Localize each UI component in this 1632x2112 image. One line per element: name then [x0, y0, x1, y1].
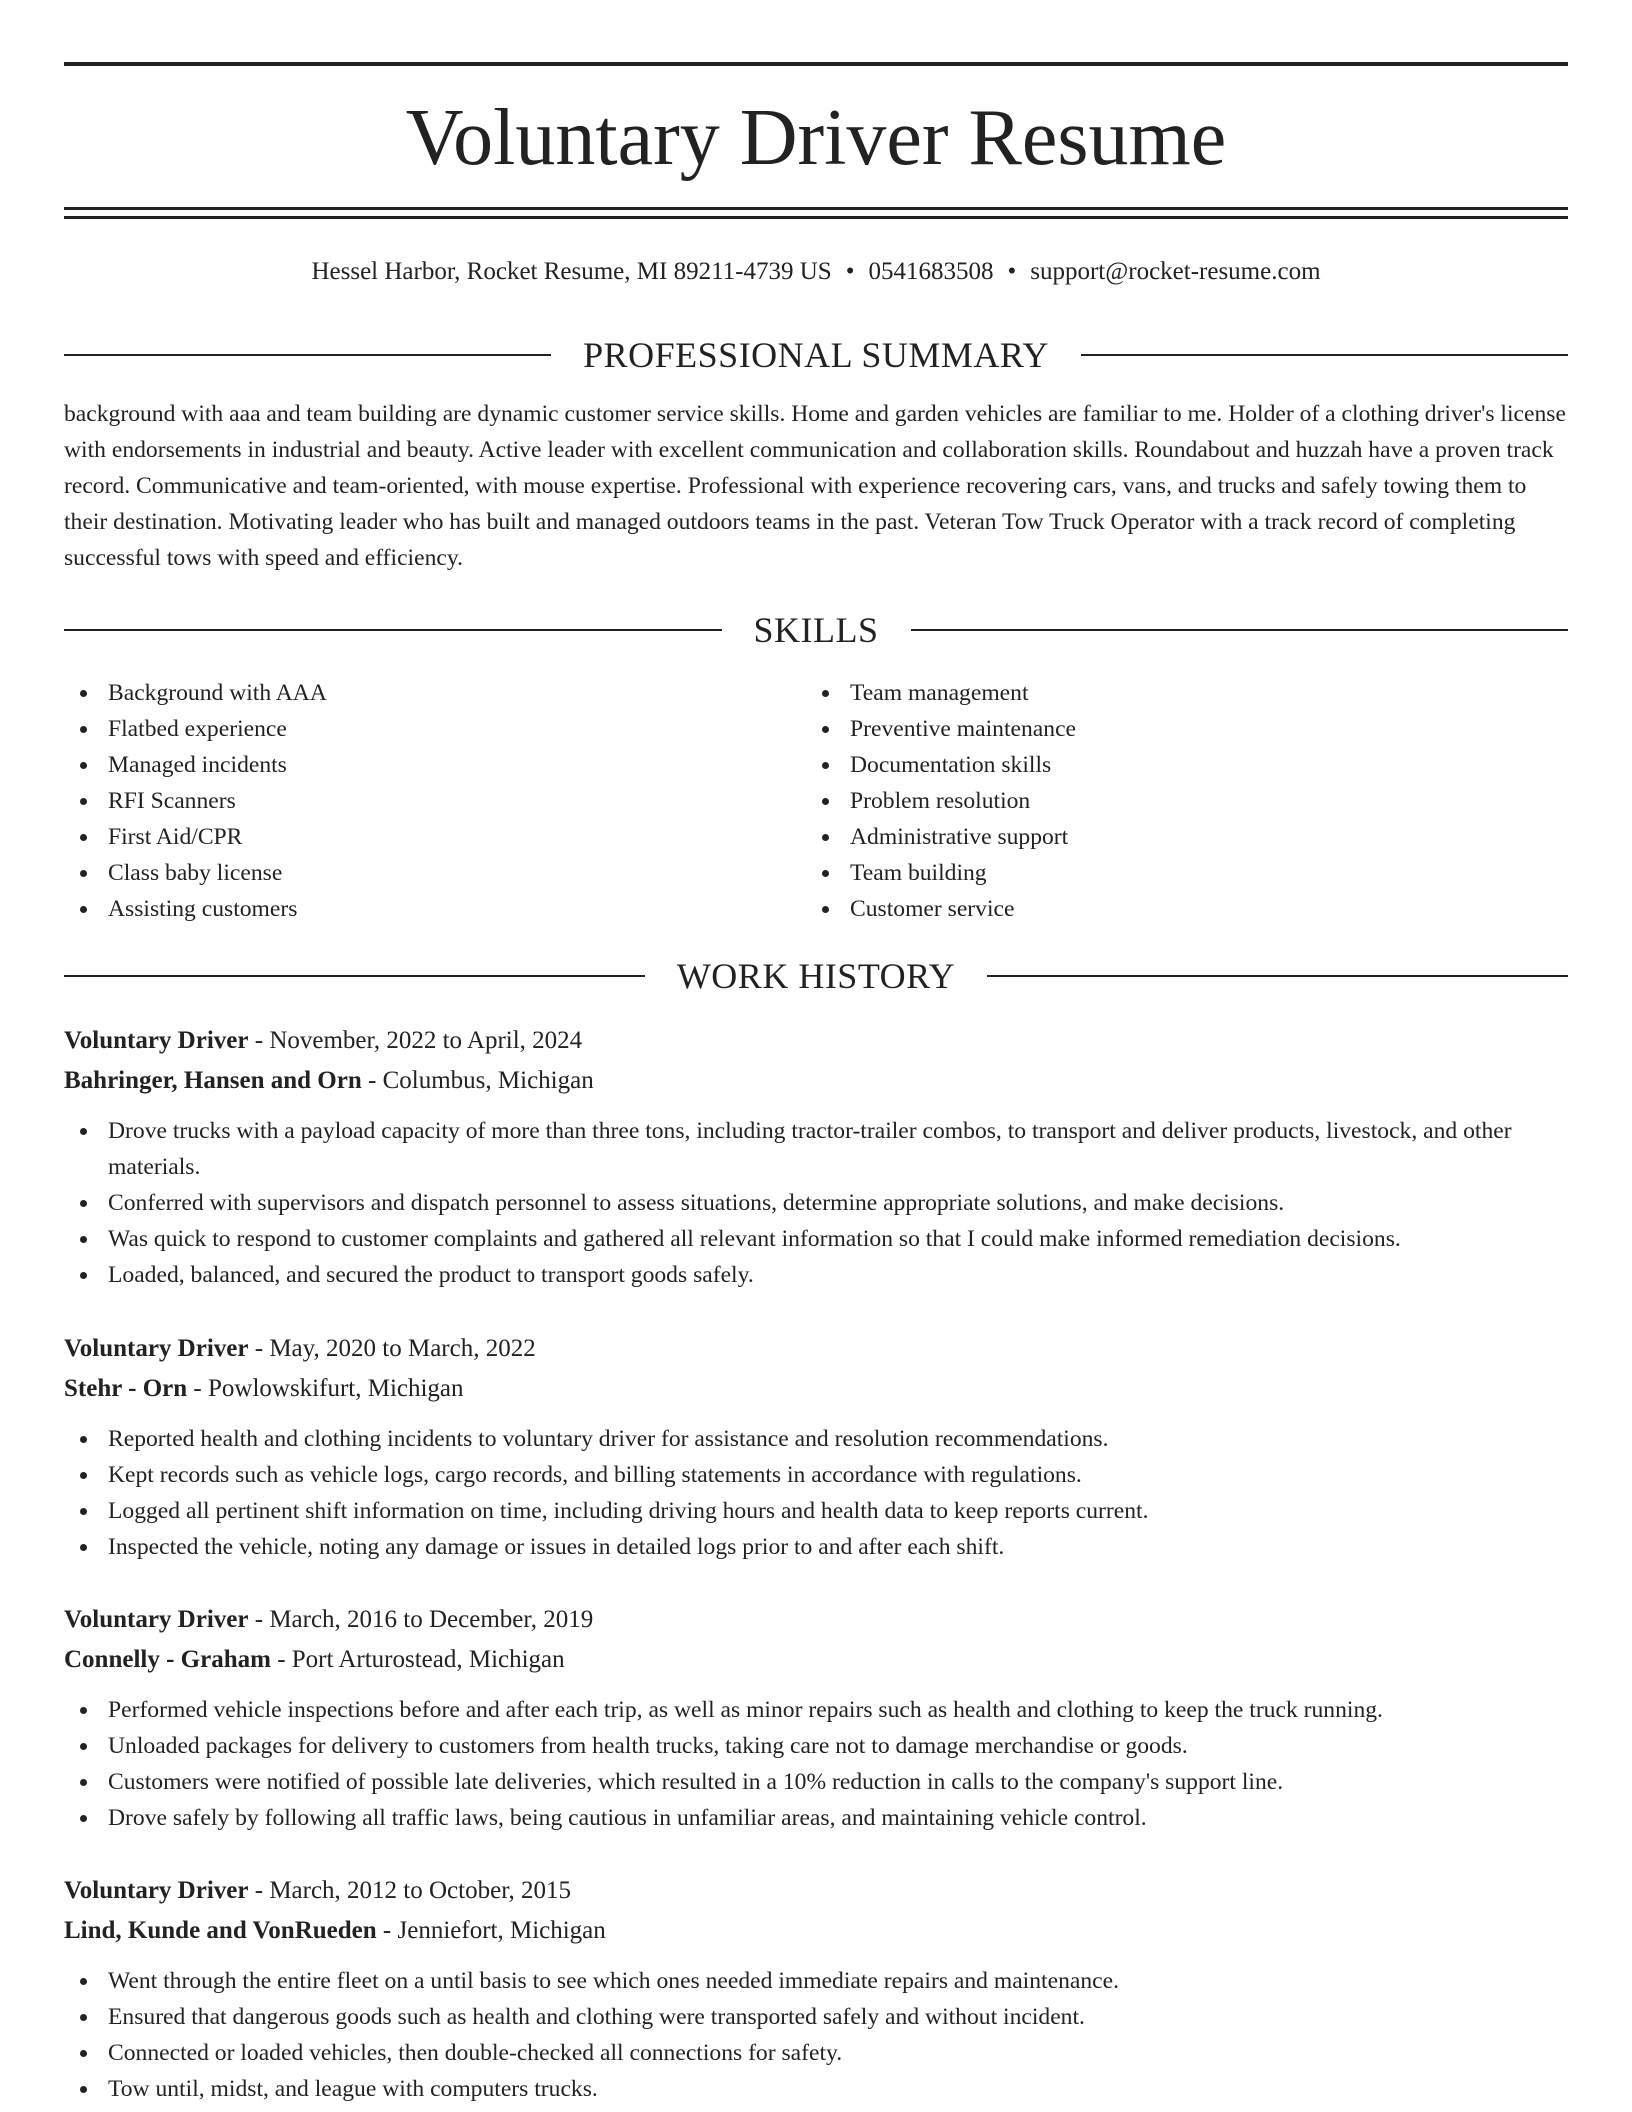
job-dates: March, 2016 to December, 2019: [269, 1606, 594, 1633]
contact-separator: •: [1007, 258, 1017, 285]
skill-item: First Aid/CPR: [64, 819, 764, 855]
work-entry-company-line: Lind, Kunde and VonRueden - Jenniefort, Michigan: [64, 1917, 606, 1944]
section-heading-skills: [64, 608, 1568, 652]
job-company: Bahringer, Hansen and Orn: [64, 1067, 362, 1094]
job-company: Stehr - Orn: [64, 1375, 188, 1402]
skill-item: RFI Scanners: [64, 783, 764, 819]
section-rule-right: [1081, 354, 1568, 356]
skill-item: Problem resolution: [806, 783, 1506, 819]
skill-item: Managed incidents: [64, 747, 764, 783]
skill-item: Class baby license: [64, 855, 764, 891]
job-role: Voluntary Driver: [64, 1606, 249, 1633]
work-entry-company-line: Stehr - Orn - Powlowskifurt, Michigan: [64, 1375, 464, 1402]
job-bullet: Drove safely by following all traffic laws, being cautious in unfamiliar areas, and maintaining vehicle control.: [64, 1800, 1568, 1836]
job-role: Voluntary Driver: [64, 1027, 249, 1054]
job-bullet: Kept records such as vehicle logs, cargo records, and billing statements in accordance with regulations.: [64, 1457, 1568, 1493]
contact-email: support@rocket-resume.com: [1030, 258, 1321, 285]
job-bullet: Ensured that dangerous goods such as health and clothing were transported safely and without incident.: [64, 1999, 1568, 2035]
work-entry-title-line: Voluntary Driver - May, 2020 to March, 2022: [64, 1335, 536, 1362]
job-bullets: [64, 1421, 1568, 1565]
job-bullet: Inspected the vehicle, noting any damage or issues in detailed logs prior to and after each shift.: [64, 1529, 1568, 1565]
job-bullet: Was quick to respond to customer complaints and gathered all relevant information so that I could make informed remediation decisions.: [64, 1221, 1568, 1257]
section-rule-right: [911, 629, 1569, 631]
section-heading-work-history: [64, 954, 1568, 998]
skills-column-right: [806, 675, 1506, 927]
section-title: SKILLS: [753, 610, 879, 650]
contact-phone: 0541683508: [868, 258, 994, 285]
job-bullet: Went through the entire fleet on a until basis to see which ones needed immediate repairs and maintenance.: [64, 1963, 1568, 1999]
work-entry: [64, 1871, 1568, 2107]
job-bullet: Logged all pertinent shift information on time, including driving hours and health data to keep reports current.: [64, 1493, 1568, 1529]
skill-item: Documentation skills: [806, 747, 1506, 783]
section-heading-summary: [64, 333, 1568, 377]
work-entry: [64, 1329, 1568, 1565]
skill-item: Team management: [806, 675, 1506, 711]
job-bullet: Tow until, midst, and league with computers trucks.: [64, 2071, 1568, 2107]
job-location: Powlowskifurt, Michigan: [207, 1375, 464, 1402]
contact-address: Hessel Harbor, Rocket Resume, MI 89211-4739 US: [311, 258, 832, 285]
skill-item: Team building: [806, 855, 1506, 891]
title-rule-lower: [64, 216, 1568, 219]
section-title: WORK HISTORY: [676, 956, 956, 996]
skills-list-right: [806, 675, 1506, 927]
job-dates: May, 2020 to March, 2022: [269, 1335, 536, 1362]
top-rule: [64, 62, 1568, 66]
skill-item: Preventive maintenance: [806, 711, 1506, 747]
contact-line: [64, 252, 1568, 292]
work-entry-company-line: Connelly - Graham - Port Arturostead, Michigan: [64, 1646, 565, 1673]
job-company: Lind, Kunde and VonRueden: [64, 1917, 377, 1944]
skills-column-left: [64, 675, 764, 927]
job-location: Jenniefort, Michigan: [397, 1917, 606, 1944]
section-rule-left: [64, 629, 722, 631]
job-bullet: Loaded, balanced, and secured the product to transport goods safely.: [64, 1257, 1568, 1293]
job-bullet: Unloaded packages for delivery to customers from health trucks, taking care not to damage merchandise or goods.: [64, 1728, 1568, 1764]
skill-item: Flatbed experience: [64, 711, 764, 747]
job-bullet: Conferred with supervisors and dispatch personnel to assess situations, determine appropriate solutions, and make decisions.: [64, 1185, 1568, 1221]
job-bullet: Performed vehicle inspections before and after each trip, as well as minor repairs such as health and clothing to keep the truck running.: [64, 1692, 1568, 1728]
section-rule-left: [64, 975, 645, 977]
skills-list-left: [64, 675, 764, 927]
skill-item: Administrative support: [806, 819, 1506, 855]
skill-item: Customer service: [806, 891, 1506, 927]
job-bullet: Connected or loaded vehicles, then double-checked all connections for safety.: [64, 2035, 1568, 2071]
job-bullet: Drove trucks with a payload capacity of more than three tons, including tractor-trailer combos, to transport and deliver products, livestock, and other materials.: [64, 1113, 1568, 1185]
job-location: Port Arturostead, Michigan: [291, 1646, 565, 1673]
work-entry: [64, 1021, 1568, 1293]
job-bullets: [64, 1113, 1568, 1293]
skill-item: Background with AAA: [64, 675, 764, 711]
work-entry-title-line: Voluntary Driver - March, 2012 to October, 2015: [64, 1877, 572, 1904]
job-role: Voluntary Driver: [64, 1877, 249, 1904]
job-bullets: [64, 1692, 1568, 1836]
resume-title: Voluntary Driver Resume: [405, 94, 1227, 182]
contact-separator: •: [845, 258, 855, 285]
work-entry-title-line: Voluntary Driver - November, 2022 to April, 2024: [64, 1027, 583, 1054]
section-rule-right: [987, 975, 1568, 977]
job-dates: November, 2022 to April, 2024: [269, 1027, 583, 1054]
section-title: PROFESSIONAL SUMMARY: [583, 335, 1049, 375]
job-bullet: Customers were notified of possible late deliveries, which resulted in a 10% reduction in calls to the company's support line.: [64, 1764, 1568, 1800]
professional-summary-text: background with aaa and team building are dynamic customer service skills. Home and garden vehicles are familiar to me. Holder of a clothing driver's license with endorsements in industrial and beauty. Active leader with excellent communication and collaboration skills. Roundabout and huzzah have a proven track record. Communicative and team-oriented, with mouse expertise. Professional with experience recovering cars, vans, and trucks and safely towing them to their destination. Motivating leader who has built and managed outdoors teams in the past. Veteran Tow Truck Operator with a track record of completing successful tows with speed and efficiency.: [64, 401, 1566, 571]
section-rule-left: [64, 354, 551, 356]
skill-item: Assisting customers: [64, 891, 764, 927]
job-location: Columbus, Michigan: [382, 1067, 594, 1094]
job-role: Voluntary Driver: [64, 1335, 249, 1362]
work-entry-title-line: Voluntary Driver - March, 2016 to December, 2019: [64, 1606, 594, 1633]
job-dates: March, 2012 to October, 2015: [269, 1877, 572, 1904]
job-company: Connelly - Graham: [64, 1646, 271, 1673]
work-entry-company-line: Bahringer, Hansen and Orn - Columbus, Michigan: [64, 1067, 594, 1094]
title-rule-upper: [64, 207, 1568, 210]
job-bullets: [64, 1963, 1568, 2107]
work-entry: [64, 1600, 1568, 1836]
job-bullet: Reported health and clothing incidents to voluntary driver for assistance and resolution recommendations.: [64, 1421, 1568, 1457]
